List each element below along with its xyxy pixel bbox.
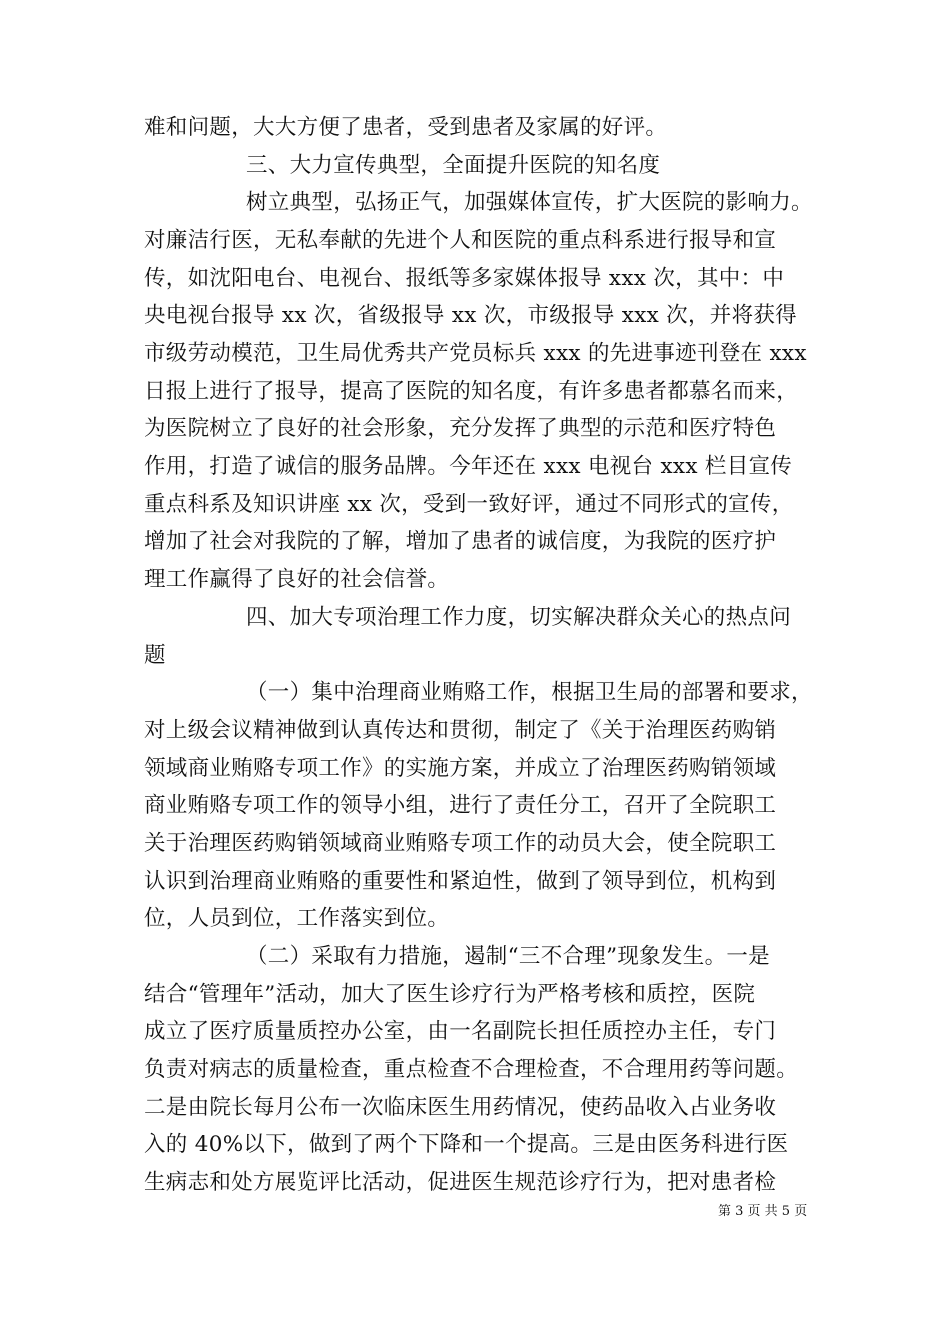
text-line: 关于治理医药购销领域商业贿赂专项工作的动员大会，使全院职工 bbox=[144, 831, 777, 856]
text-line: 难和问题，大大方便了患者，受到患者及家属的好评。 bbox=[144, 115, 668, 140]
text-line: 树立典型，弘扬正气，加强媒体宣传，扩大医院的影响力。 bbox=[246, 190, 813, 215]
text-line: 央电视台报导 xx 次，省级报导 xx 次，市级报导 xxx 次，并将获得 bbox=[144, 303, 797, 328]
text-line: 结合“管理年”活动，加大了医生诊疗行为严格考核和质控，医院 bbox=[144, 982, 756, 1007]
text-line: 二是由院长每月公布一次临床医生用药情况，使药品收入占业务收 bbox=[144, 1095, 777, 1120]
text-line: 日报上进行了报导，提高了医院的知名度，有许多患者都慕名而来， bbox=[144, 379, 799, 404]
text-line: 作用，打造了诚信的服务品牌。今年还在 xxx 电视台 xxx 栏目宣传 bbox=[144, 454, 793, 479]
text-line: 生病志和处方展览评比活动，促进医生规范诊疗行为，把对患者检 bbox=[144, 1170, 777, 1195]
text-line: 理工作赢得了良好的社会信誉。 bbox=[144, 567, 450, 592]
text-line: 传，如沈阳电台、电视台、报纸等多家媒体报导 xxx 次，其中：中 bbox=[144, 266, 785, 291]
section-heading-3: 三、大力宣传典型，全面提升医院的知名度 bbox=[246, 153, 661, 178]
text-line: 负责对病志的质量检查，重点检查不合理检查，不合理用药等问题。 bbox=[144, 1057, 799, 1082]
text-line: 商业贿赂专项工作的领导小组，进行了责任分工，召开了全院职工 bbox=[144, 793, 777, 818]
subsection-heading-1: （一）集中治理商业贿赂工作，根据卫生局的部署和要求， bbox=[246, 680, 813, 705]
page-number-footer: 第 3 页 共 5 页 bbox=[718, 1204, 808, 1219]
subsection-heading-2: （二）采取有力措施，遏制“三不合理”现象发生。一是 bbox=[246, 944, 770, 969]
text-line: 对廉洁行医，无私奉献的先进个人和医院的重点科系进行报导和宣 bbox=[144, 228, 777, 253]
text-line: 认识到治理商业贿赂的重要性和紧迫性，做到了领导到位，机构到 bbox=[144, 869, 777, 894]
text-line: 增加了社会对我院的了解，增加了患者的诚信度，为我院的医疗护 bbox=[144, 529, 777, 554]
text-line: 为医院树立了良好的社会形象，充分发挥了典型的示范和医疗特色 bbox=[144, 416, 777, 441]
section-heading-4: 四、加大专项治理工作力度，切实解决群众关心的热点问 bbox=[246, 605, 792, 630]
text-line: 对上级会议精神做到认真传达和贯彻，制定了《关于治理医药购销 bbox=[144, 718, 777, 743]
text-line: 领域商业贿赂专项工作》的实施方案，并成立了治理医药购销领域 bbox=[144, 756, 777, 781]
text-line: 题 bbox=[144, 643, 166, 668]
text-line: 市级劳动模范，卫生局优秀共产党员标兵 xxx 的先进事迹刊登在 xxx bbox=[144, 341, 807, 366]
text-line: 入的 40%以下，做到了两个下降和一个提高。三是由医务科进行医 bbox=[144, 1132, 789, 1157]
text-line: 成立了医疗质量质控办公室，由一名副院长担任质控办主任，专门 bbox=[144, 1019, 777, 1044]
text-line: 重点科系及知识讲座 xx 次，受到一致好评，通过不同形式的宣传， bbox=[144, 492, 794, 517]
text-line: 位，人员到位，工作落实到位。 bbox=[144, 906, 450, 931]
